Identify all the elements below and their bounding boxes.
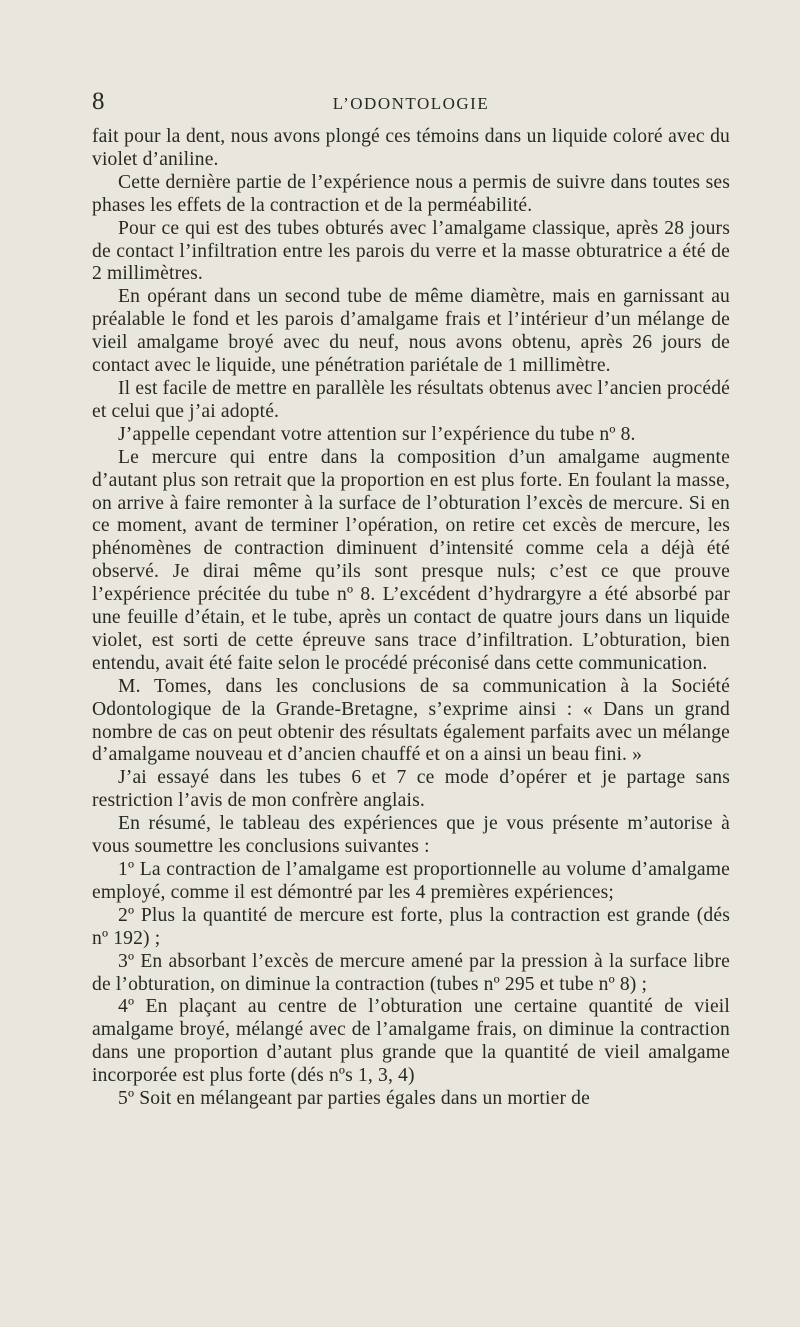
paragraph: Cette dernière partie de l’expérience nous a permis de suivre dans toutes ses phases les effets de la contraction et de la perméabilité. bbox=[92, 171, 730, 216]
running-head: L’ODONTOLOGIE bbox=[332, 94, 490, 113]
paragraph: En résumé, le tableau des expériences que je vous présente m’autorise à vous soumettre les conclusions suivantes : bbox=[92, 813, 730, 858]
paragraph: J’ai essayé dans les tubes 6 et 7 ce mode d’opérer et je partage sans restriction l’avis de mon confrère anglais. bbox=[92, 767, 730, 812]
paragraph: En opérant dans un second tube de même diamètre, mais en garnissant au préalable le fond et les parois d’amalgame frais et l’intérieur d’un mélange de vieil amalgame broyé avec du neuf, nous avons obtenu, après 26 jours de contact avec le liquide, une pénétration pariétale de 1 millimètre. bbox=[92, 286, 730, 377]
paragraph: Il est facile de mettre en parallèle les résultats obtenus avec l’ancien procédé et celui que j’ai adopté. bbox=[92, 377, 730, 422]
paragraph: J’appelle cependant votre attention sur l’expérience du tube nº 8. bbox=[118, 423, 636, 445]
conclusion-item: 3º En absorbant l’excès de mercure amené par la pression à la surface libre de l’obturation, on diminue la contraction (tubes nº 295 et tube nº 8) ; bbox=[92, 950, 730, 995]
paragraph: M. Tomes, dans les conclusions de sa communication à la Société Odontologique de la Grande-Bretagne, s’exprime ainsi : « Dans un grand nombre de cas on peut obtenir des résultats également parfaits avec un mélange d’amalgame nouveau et d’ancien chauffé et on a ainsi un beau fini. » bbox=[92, 675, 730, 766]
conclusion-item: 5º Soit en mélangeant par parties égales dans un mortier de bbox=[118, 1088, 590, 1110]
paragraph: Le mercure qui entre dans la composition d’un amalgame augmente d’autant plus son retrait que la proportion en est plus forte. En foulant la masse, on arrive à faire remonter à la surface de l’obturation l’excès de mercure. Si en ce moment, avant de terminer l’opération, on retire cet excès de mercure, les phénomènes de contraction diminuent d’intensité comme cela a déjà été observé. Je dirai même qu’ils sont presque nuls; c’est ce que prouve l’expérience précitée du tube nº 8. L’excédent d’hydrargyre a été absorbé par une feuille d’étain, et le tube, après un contact de quatre jours dans un liquide violet, est sorti de cette épreuve sans trace d’infiltration. L’obturation, bien entendu, avait été faite selon le procédé préconisé dans cette communication. bbox=[92, 446, 730, 674]
conclusion-item: 4º En plaçant au centre de l’obturation une certaine quantité de vieil amalgame broyé, mélangé avec de l’amalgame frais, on diminue la contraction dans une proportion d’autant plus grande que la quantité de vieil amalgame incorporée est plus forte (dés nºs 1, 3, 4) bbox=[92, 996, 730, 1087]
body-text bbox=[92, 126, 730, 1111]
page-number: 8 bbox=[92, 88, 105, 115]
conclusion-item: 2º Plus la quantité de mercure est forte, plus la contraction est grande (dés nº 192) ; bbox=[92, 904, 730, 949]
paragraph: fait pour la dent, nous avons plongé ces témoins dans un liquide coloré avec du violet d’aniline. bbox=[92, 126, 730, 170]
paragraph: Pour ce qui est des tubes obturés avec l’amalgame classique, après 28 jours de contact l’infiltration entre les parois du verre et la masse obturatrice a été de 2 millimètres. bbox=[92, 217, 730, 285]
conclusion-item: 1º La contraction de l’amalgame est proportionnelle au volume d’amalgame employé, comme il est démontré par les 4 premières expériences; bbox=[92, 859, 730, 903]
page-header bbox=[92, 82, 730, 126]
